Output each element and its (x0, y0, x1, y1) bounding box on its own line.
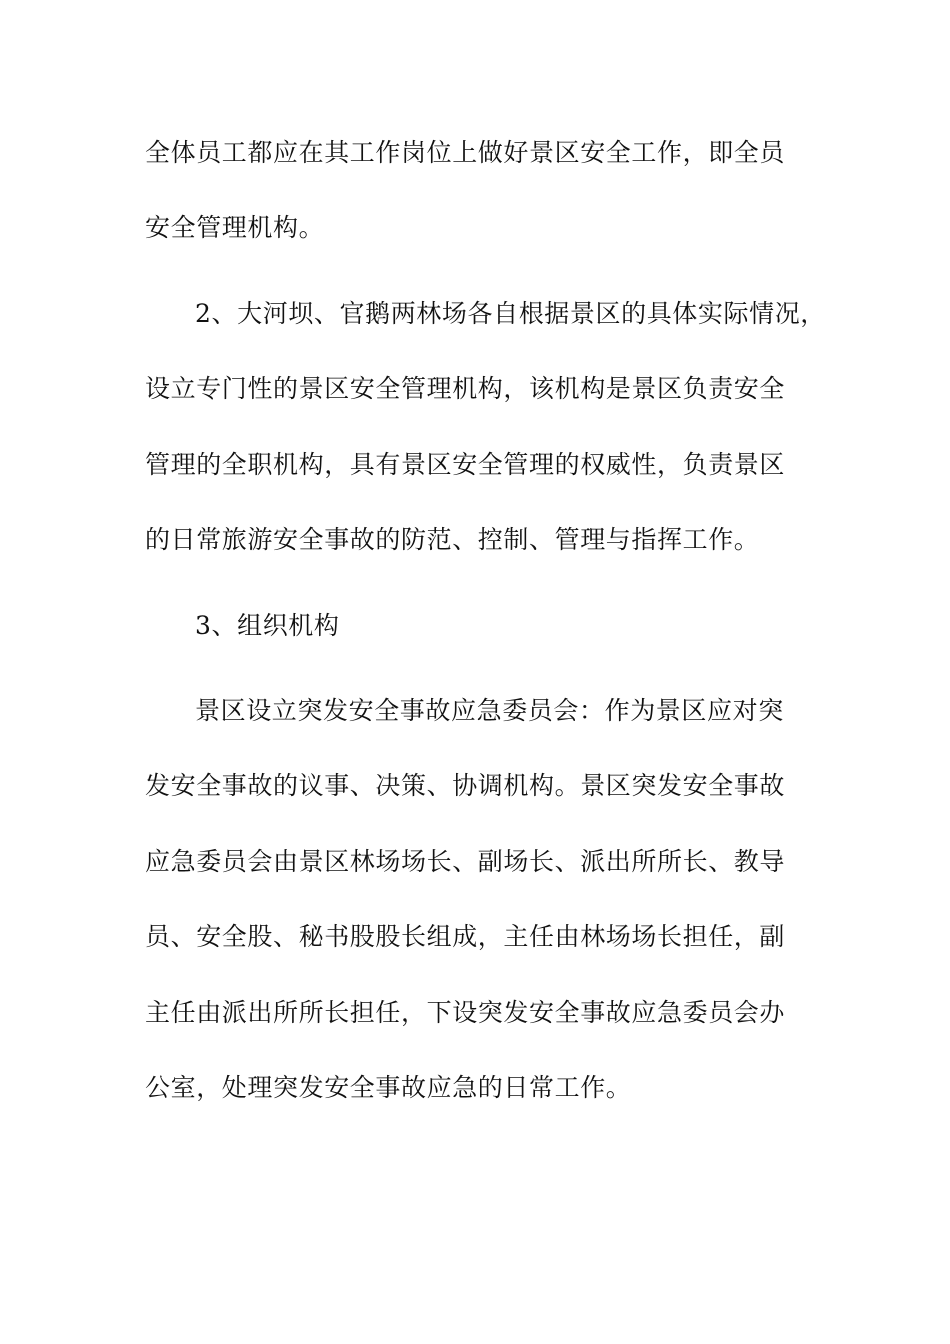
paragraph-3-first-line: 景区设立突发安全事故应急委员会：作为景区应对突 (195, 696, 784, 725)
text-line: 设立专门性的景区安全管理机构，该机构是景区负责安全 (145, 374, 786, 403)
text-line: 安全管理机构。 (145, 213, 325, 242)
section-heading: 3、组织机构 (195, 611, 340, 640)
text-line: 主任由派出所所长担任，下设突发安全事故应急委员会办 (145, 998, 786, 1027)
text-line: 管理的全职机构，具有景区安全管理的权威性，负责景区 (145, 450, 786, 479)
text-line: 公室，处理突发安全事故应急的日常工作。 (145, 1073, 632, 1102)
paragraph-2-heading-line: 2、大河坝、官鹅两林场各自根据景区的具体实际情况， (195, 299, 826, 328)
text-line: 的日常旅游安全事故的防范、控制、管理与指挥工作。 (145, 525, 760, 554)
text-line: 全体员工都应在其工作岗位上做好景区安全工作，即全员 (145, 138, 786, 167)
text-line: 发安全事故的议事、决策、协调机构。景区突发安全事故 (145, 771, 786, 800)
text-line: 应急委员会由景区林场场长、副场长、派出所所长、教导 (145, 847, 786, 876)
text-line: 员、安全股、秘书股股长组成，主任由林场场长担任，副 (145, 922, 786, 951)
